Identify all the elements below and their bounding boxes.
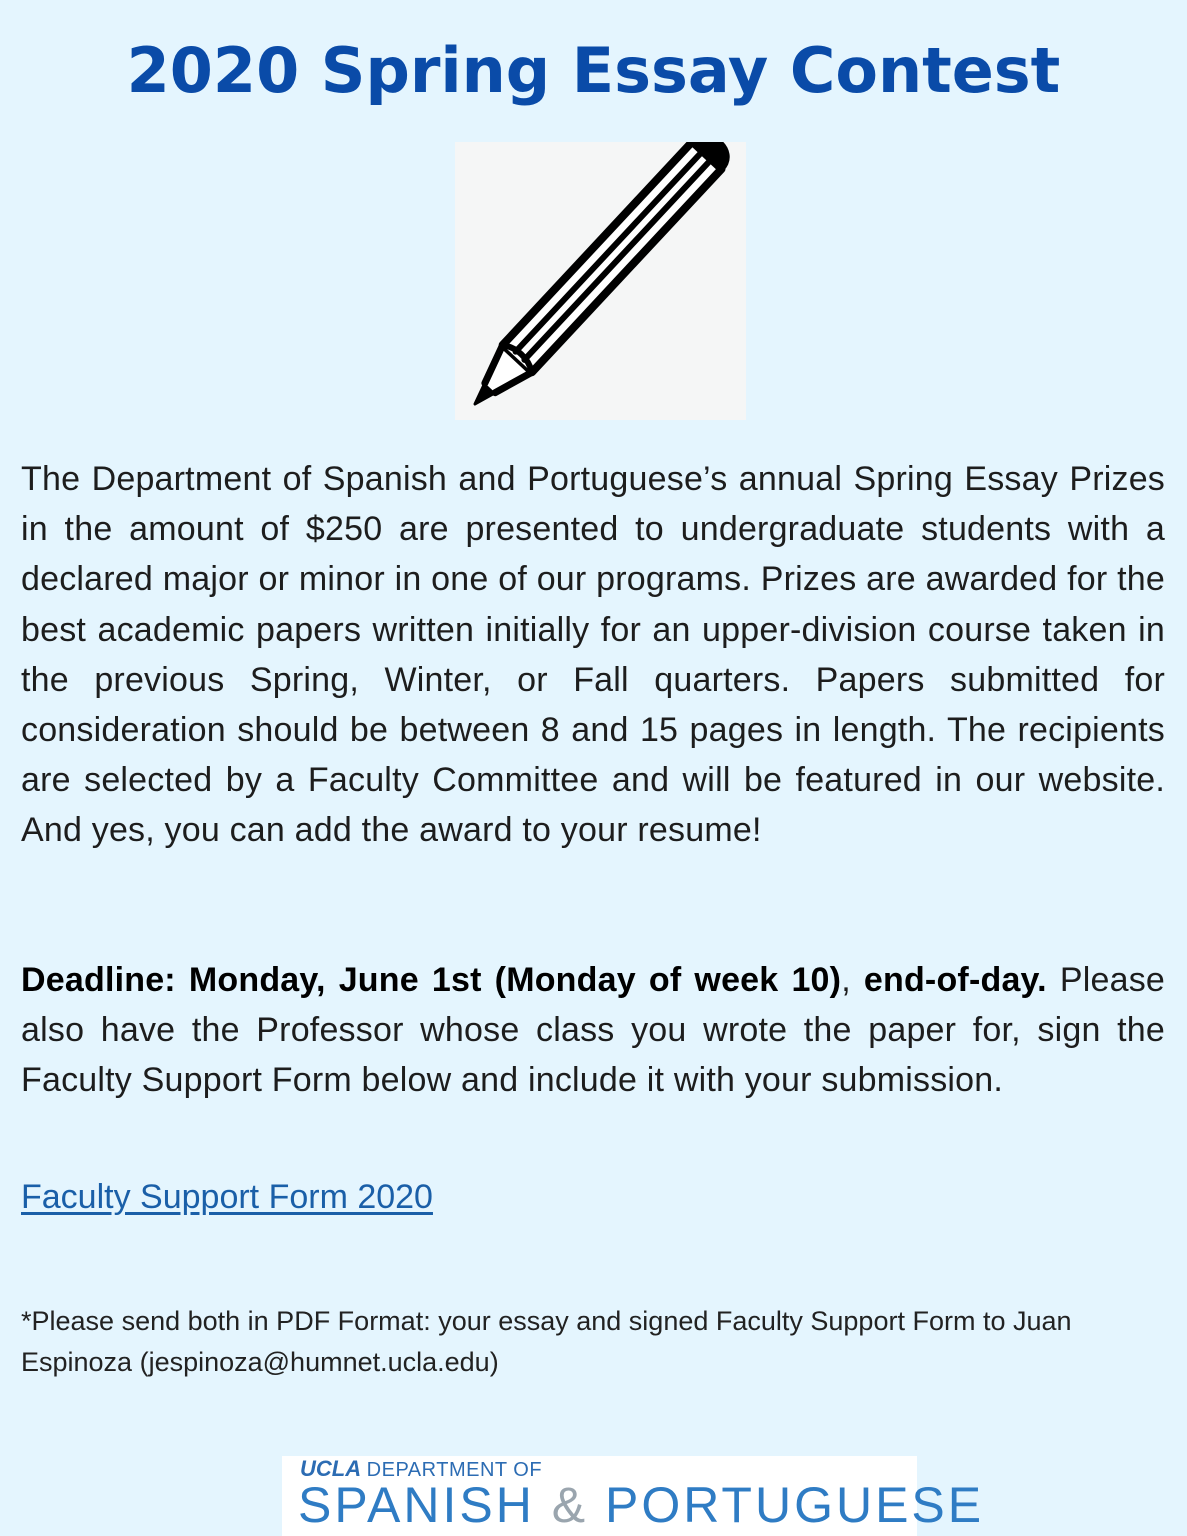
faculty-support-form-link[interactable]: Faculty Support Form 2020 — [21, 1178, 433, 1216]
logo-portuguese: PORTUGUESE — [604, 1477, 985, 1533]
logo-main-line — [298, 1474, 984, 1536]
page-title: 2020 Spring Essay Contest — [126, 34, 1061, 107]
logo-spanish: SPANISH — [298, 1477, 535, 1533]
end-of-day-text: end-of-day. — [863, 961, 1047, 999]
instructions-text: Please also have the Professor whose class you wrote the paper for, sign the Faculty Support Form below and include it with your submission. — [21, 961, 1165, 1100]
department-logo — [282, 1456, 985, 1536]
logo-ampersand: & — [551, 1477, 589, 1533]
logo-department-of: DEPARTMENT OF — [366, 1459, 543, 1481]
logo-ucla: UCLA — [300, 1456, 362, 1481]
pencil-icon — [455, 142, 746, 420]
deadline-text: Deadline: Monday, June 1st (Monday of week 10) — [21, 961, 842, 999]
deadline-paragraph — [21, 955, 1165, 1106]
deadline-separator: , — [841, 961, 864, 999]
pencil-image — [455, 142, 746, 420]
submission-note: *Please send both in PDF Format: your essay and signed Faculty Support Form to Juan Espinoza (jespinoza@humnet.ucla.edu) — [21, 1306, 1072, 1377]
intro-paragraph: The Department of Spanish and Portuguese’s annual Spring Essay Prizes in the amount of $250 are presented to undergraduate students with a declared major or minor in one of our programs. Prizes are awarded for the best academic papers written initially for an upper-division course taken in the previous Spring, Winter, or Fall quarters. Papers submitted for consideration should be between 8 and 15 pages in length. The recipients are selected by a Faculty Committee and will be featured in our website. And yes, you can add the award to your resume! — [21, 460, 1165, 850]
